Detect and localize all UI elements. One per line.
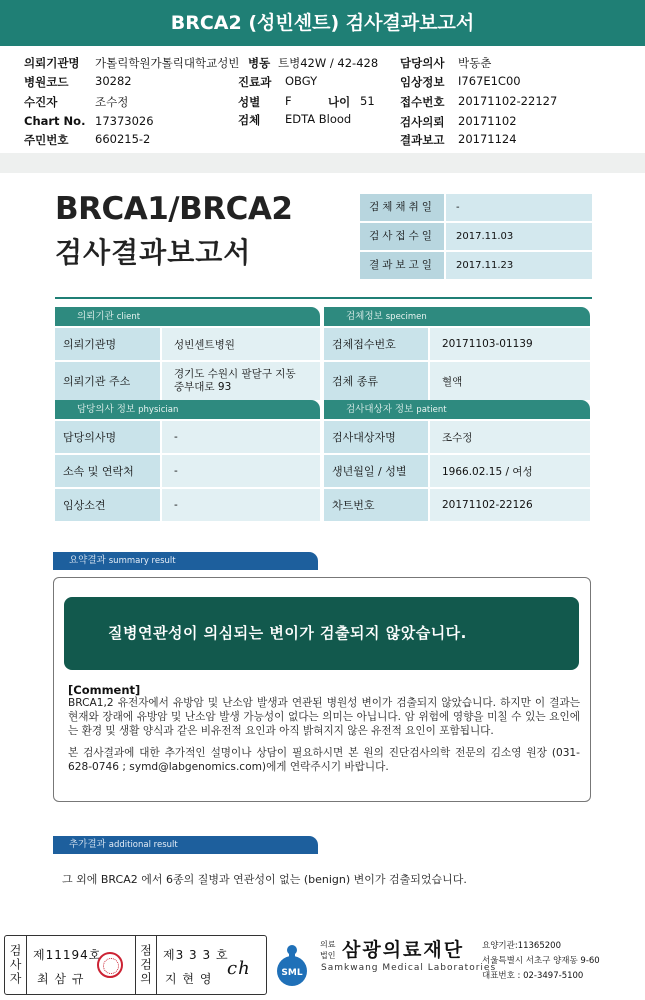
resident-no-label: 주민번호 — [24, 133, 69, 147]
signature: ch — [227, 958, 251, 979]
hospital-code-value: 30282 — [95, 74, 132, 88]
report-title-sub: 검사결과보고서 — [55, 236, 252, 269]
physician-section-header — [55, 400, 320, 419]
specimen-section-header — [324, 307, 590, 326]
date-table — [360, 194, 592, 281]
summary-result: 질병연관성이 의심되는 변이가 검출되지 않았습니다. — [64, 597, 579, 670]
comment-body — [68, 696, 580, 782]
footer — [0, 915, 645, 1000]
report-date-label: 결과보고 — [400, 133, 445, 147]
chart-no-value: 17373026 — [95, 114, 154, 128]
ward-label: 병동 — [248, 56, 271, 70]
inspector-label: 점검의 — [135, 936, 157, 994]
clinical-value: I767E1C00 — [458, 74, 521, 88]
section-title: 담당의사 정보 — [77, 404, 136, 415]
page-separator — [0, 153, 645, 173]
date-value: 2017.11.23 — [446, 252, 592, 279]
tester-license-no: 제11194호 — [33, 948, 102, 962]
report-banner-title: BRCA2 (성빈센트) 검사결과보고서 — [0, 0, 645, 46]
hospital-code-label: 병원코드 — [24, 75, 69, 89]
inspector-name: 지 현 영 — [165, 972, 213, 986]
patient-key: 차트번호 — [324, 489, 428, 521]
summary-section-header — [53, 552, 318, 570]
test-request-value: 20171102 — [458, 114, 517, 128]
receiver-label: 수진자 — [24, 95, 58, 109]
physician-value: - — [162, 489, 320, 521]
date-value: 2017.11.03 — [446, 223, 592, 250]
header-info — [0, 48, 645, 153]
chart-no-label: Chart No. — [24, 114, 86, 128]
company-address: 서울특별시 서초구 양재동 9-60 — [482, 956, 600, 966]
company-phone: 대표번호 : 02-3497-5100 — [482, 971, 584, 981]
specimen-value: 20171103-01139 — [430, 328, 590, 360]
comment-paragraph: BRCA1,2 유전자에서 유방암 및 난소암 발생과 연관된 병원성 변이가 검출되지 않았습니다. 하지만 이 결과는 현재와 장래에 유방암 및 난소암 발생 가능성이 없다는 의미는 아닙니다. 암 위험에 영향을 미칠 수 있는 요인에는 환경 및 생활 양식과 같은 비유전적 요인과 아직 밝혀지지 않은 유전적 요인이 포함됩니다. — [68, 697, 580, 737]
requesting-org-value: 가톨릭학원가톨릭대학교성빈 — [95, 56, 240, 70]
requesting-org-label: 의뢰기관명 — [24, 56, 80, 70]
physician-value: - — [162, 421, 320, 453]
sex-value: F — [285, 94, 292, 108]
comment-paragraph: 본 검사결과에 대한 추가적인 설명이나 상담이 필요하시면 본 원의 진단검사의학 전문의 김소영 원장 (031-628-0746 ; symd@labgenomics.com)에게 연락주시기 바랍니다. — [68, 747, 580, 773]
section-title: 요약결과 — [69, 555, 106, 566]
date-row — [360, 223, 592, 250]
additional-result-text: 그 외에 BRCA2 에서 6종의 질병과 연관성이 없는 (benign) 변이가 검출되었습니다. — [62, 873, 467, 886]
sex-label: 성별 — [238, 95, 261, 109]
section-title: 검체정보 — [346, 311, 383, 322]
client-key: 의뢰기관명 — [55, 328, 160, 360]
section-title: 검사대상자 정보 — [346, 404, 414, 415]
signature-box — [4, 935, 267, 995]
doctor-label: 담당의사 — [400, 56, 445, 70]
client-section-header — [55, 307, 320, 326]
date-label: 결과보고일 — [360, 252, 444, 279]
tester-label: 검사자 — [5, 936, 27, 994]
receipt-no-label: 접수번호 — [400, 95, 445, 109]
section-title: 의뢰기관 — [77, 311, 114, 322]
date-row — [360, 252, 592, 279]
date-row — [360, 194, 592, 221]
physician-key: 임상소견 — [55, 489, 160, 521]
receipt-no-value: 20171102-22127 — [458, 94, 558, 108]
report-date-value: 20171124 — [458, 132, 517, 146]
report-title-main: BRCA1/BRCA2 — [55, 191, 293, 227]
specimen-value: EDTA Blood — [285, 112, 352, 126]
company-name-en: Samkwang Medical Laboratories — [321, 963, 497, 973]
sml-logo-icon — [272, 943, 312, 987]
section-title-en: additional result — [108, 840, 178, 850]
patient-key: 검사대상자명 — [324, 421, 428, 453]
patient-section-header — [324, 400, 590, 419]
physician-key: 담당의사명 — [55, 421, 160, 453]
seal-stamp — [97, 952, 123, 978]
specimen-key: 검체접수번호 — [324, 328, 428, 360]
date-label: 검체채취일 — [360, 194, 444, 221]
client-key: 의뢰기관 주소 — [55, 362, 160, 400]
physician-value: - — [162, 455, 320, 487]
divider — [55, 297, 592, 299]
clinical-label: 임상정보 — [400, 75, 445, 89]
age-value: 51 — [360, 94, 375, 108]
test-request-label: 검사의뢰 — [400, 115, 445, 129]
section-title-en: client — [116, 312, 141, 322]
specimen-key: 검체 종류 — [324, 362, 428, 400]
section-title-en: patient — [416, 405, 447, 415]
institution-code: 요양기관:11365200 — [482, 941, 561, 951]
tester-name: 최 삼 규 — [37, 972, 85, 986]
section-title-en: specimen — [385, 312, 427, 322]
comment-heading: [Comment] — [68, 683, 141, 697]
company-contact — [482, 939, 600, 984]
date-value: - — [446, 194, 592, 221]
patient-key: 생년월일 / 성별 — [324, 455, 428, 487]
doctor-value: 박동춘 — [458, 56, 492, 70]
patient-value: 20171102-22126 — [430, 489, 590, 521]
date-label: 검사접수일 — [360, 223, 444, 250]
section-title-en: physician — [138, 405, 179, 415]
company-name: 삼광의료재단 — [342, 939, 465, 961]
dept-label: 진료과 — [238, 75, 272, 89]
section-title-en: summary result — [108, 556, 176, 566]
logo-text: SML — [281, 968, 303, 978]
resident-no-value: 660215-2 — [95, 132, 151, 146]
dept-value: OBGY — [285, 74, 318, 88]
additional-section-header — [53, 836, 318, 854]
section-title: 추가결과 — [69, 839, 106, 850]
specimen-label: 검체 — [238, 113, 261, 127]
specimen-value: 혈액 — [430, 362, 590, 400]
receiver-value: 조수정 — [95, 95, 129, 109]
physician-key: 소속 및 연락처 — [55, 455, 160, 487]
patient-value: 조수정 — [430, 421, 590, 453]
corp-label: 의료 법인 — [320, 940, 336, 960]
scanned-report — [0, 173, 645, 915]
client-value: 성빈센트병원 — [162, 328, 320, 360]
client-value: 경기도 수원시 팔달구 지동 중부대로 93 — [162, 362, 320, 400]
ward-value: 트병42W / 42-428 — [278, 56, 379, 70]
patient-value: 1966.02.15 / 여성 — [430, 455, 590, 487]
inspector-license-no: 제3 3 3 호 — [163, 948, 229, 962]
age-label: 나이 — [328, 95, 351, 109]
